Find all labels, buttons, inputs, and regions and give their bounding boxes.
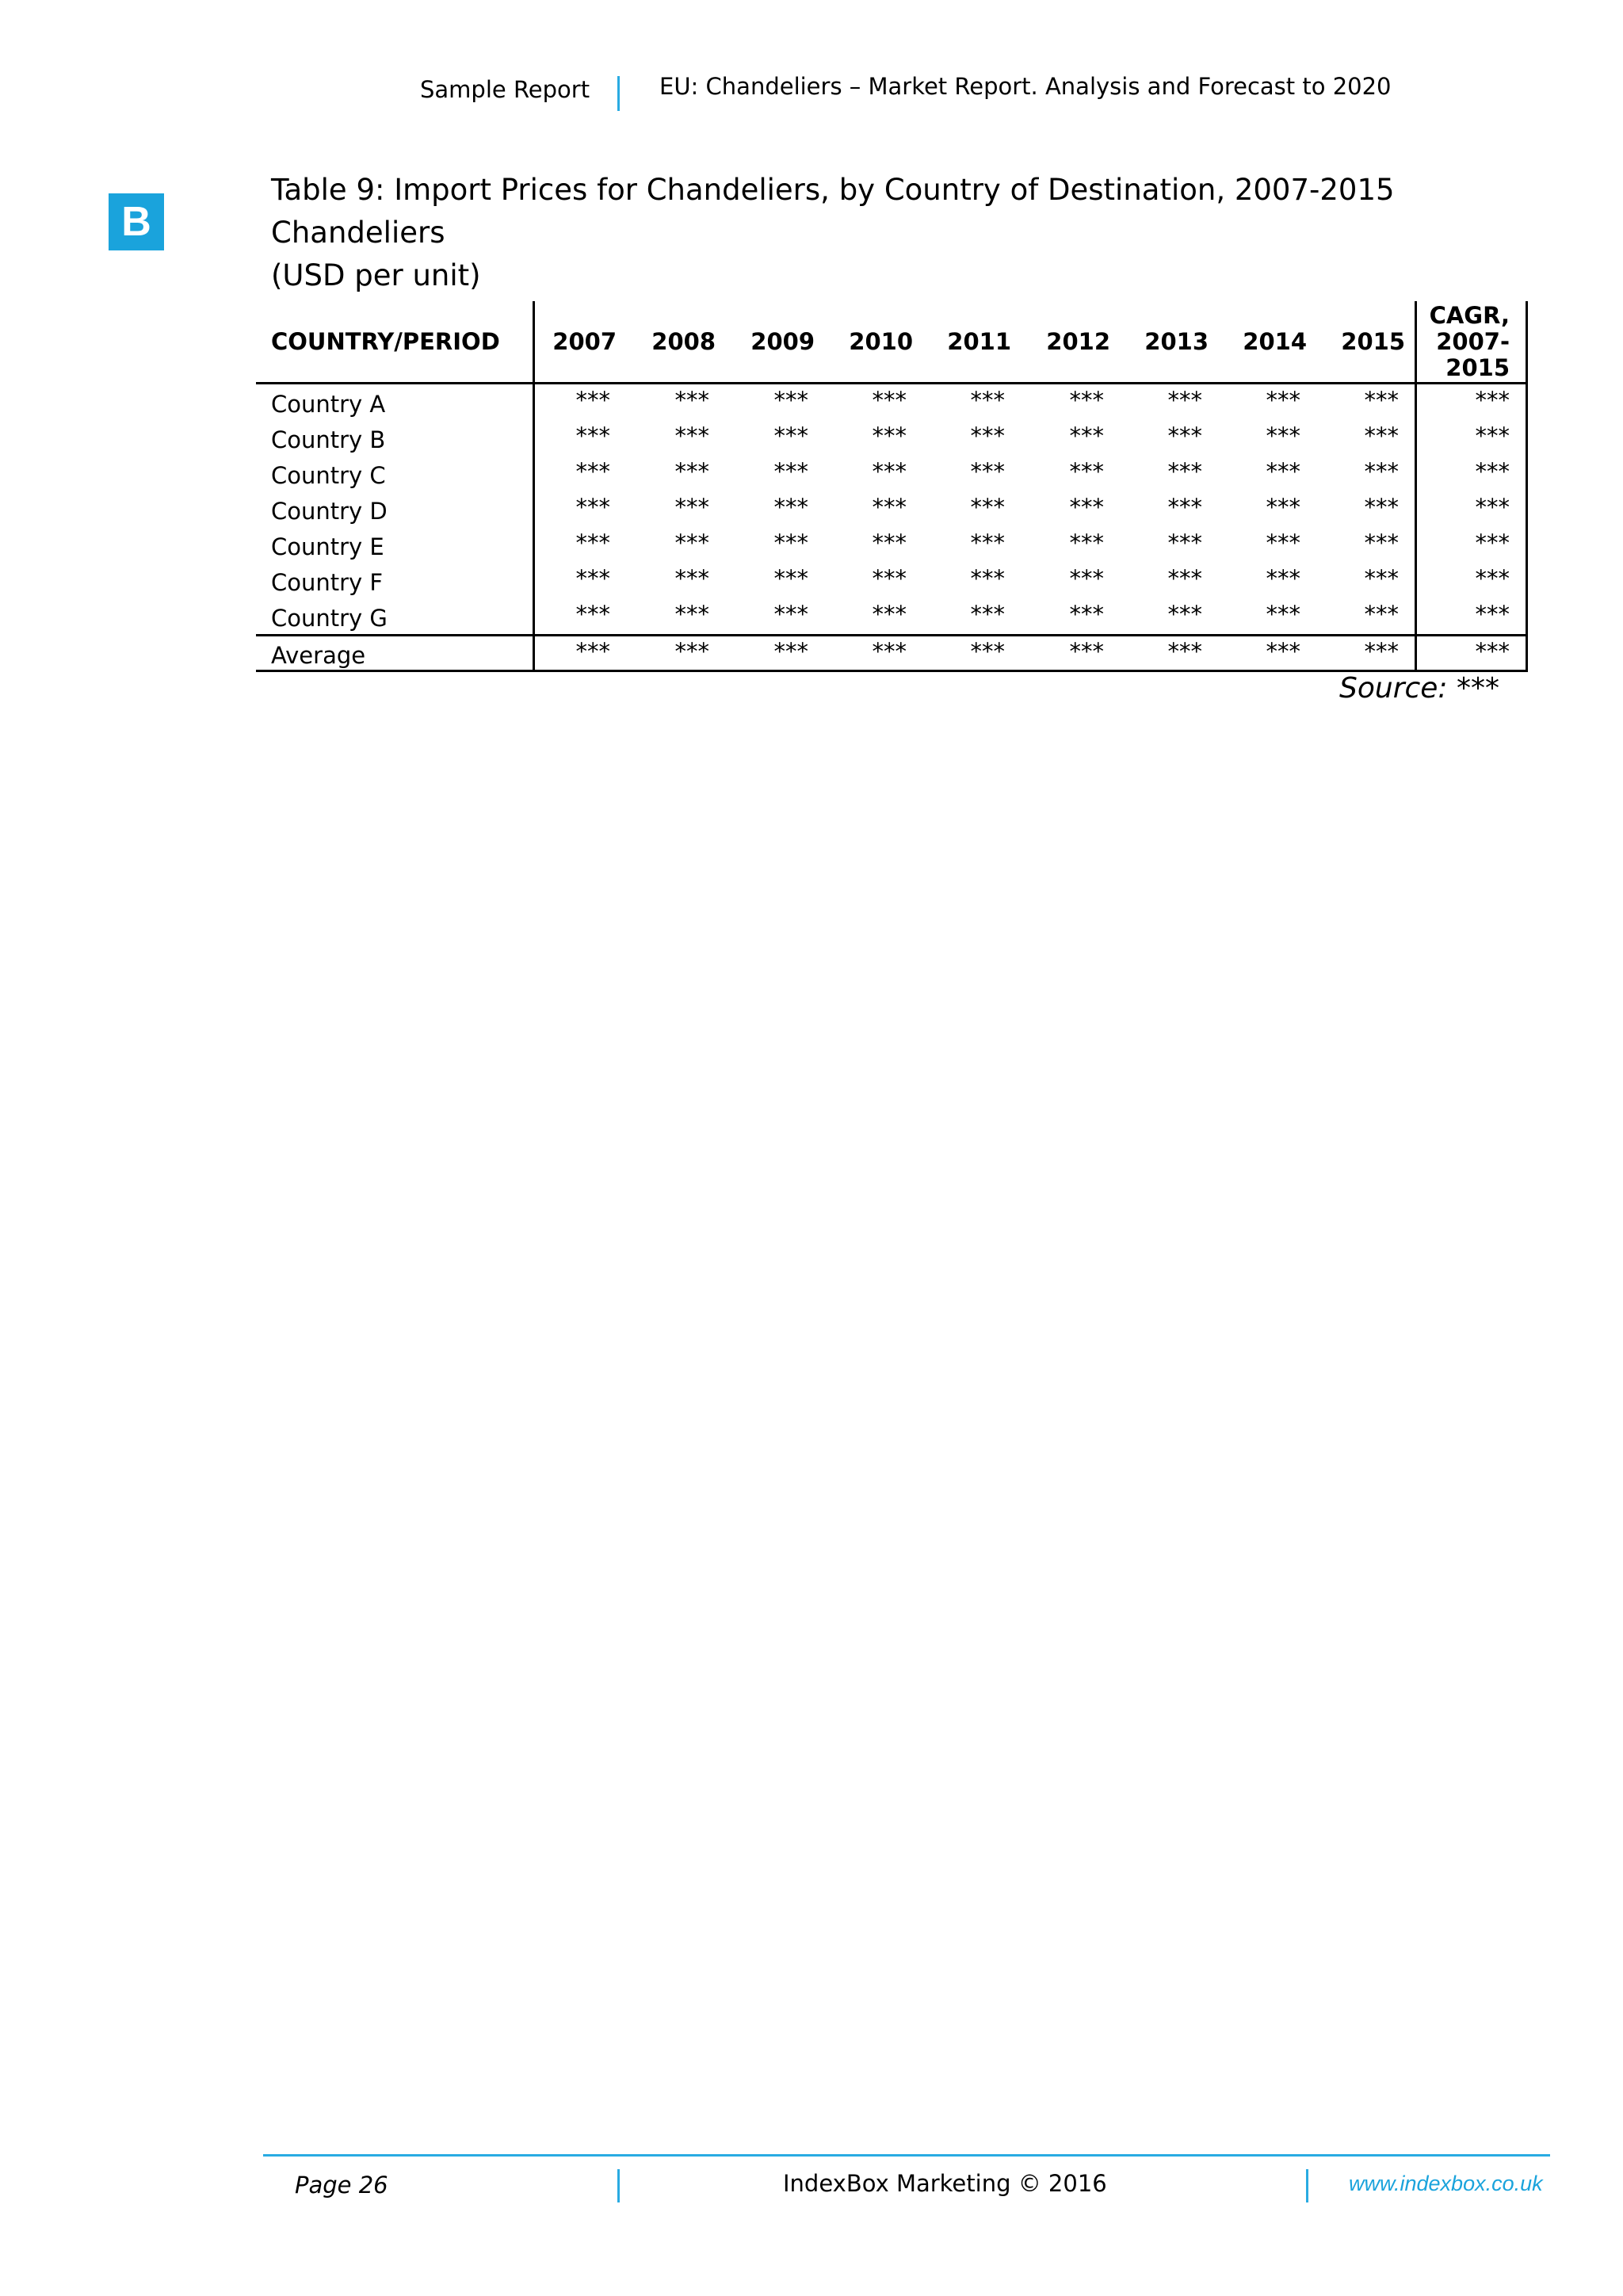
table-cell: ***	[1475, 422, 1510, 449]
table-cell: ***	[674, 458, 709, 485]
table-cell: ***	[575, 638, 610, 665]
row-label: Country E	[271, 533, 384, 560]
table-cell: ***	[1475, 638, 1510, 665]
table-cell: ***	[1069, 458, 1104, 485]
table-cell: ***	[1069, 494, 1104, 521]
table-subject: Chandeliers	[271, 216, 445, 250]
table-cell: ***	[773, 387, 808, 414]
average-top-rule	[256, 634, 1528, 636]
table-cell: ***	[872, 601, 907, 628]
table-cell: ***	[1364, 601, 1399, 628]
table-cell: ***	[1069, 387, 1104, 414]
row-label-average: Average	[271, 642, 366, 669]
table-cell: ***	[575, 565, 610, 592]
table-cell: ***	[575, 458, 610, 485]
table-cell: ***	[1266, 387, 1300, 414]
import-prices-table	[256, 301, 1528, 672]
column-header-year: 2008	[651, 328, 716, 355]
table-units: (USD per unit)	[271, 258, 481, 292]
table-cell: ***	[1069, 422, 1104, 449]
table-cell: ***	[1475, 494, 1510, 521]
table-cell: ***	[773, 422, 808, 449]
table-cell: ***	[1475, 601, 1510, 628]
table-cell: ***	[1167, 638, 1202, 665]
page-number: Page 26	[295, 2172, 388, 2199]
footer-website-link[interactable]: www.indexbox.co.uk	[1349, 2172, 1543, 2195]
table-cell: ***	[1266, 601, 1300, 628]
column-header-year: 2012	[1046, 328, 1110, 355]
table-cell: ***	[1167, 422, 1202, 449]
table-cell: ***	[1475, 565, 1510, 592]
table-cell: ***	[575, 529, 610, 556]
column-header-cagr: 2015	[1445, 354, 1510, 381]
table-cell: ***	[872, 422, 907, 449]
column-header-year: 2015	[1341, 328, 1405, 355]
column-header-cagr: 2007-	[1436, 328, 1510, 355]
row-label: Country D	[271, 498, 388, 525]
table-cell: ***	[872, 565, 907, 592]
table-cell: ***	[575, 422, 610, 449]
column-header-year: 2013	[1144, 328, 1209, 355]
table-cell: ***	[674, 387, 709, 414]
table-cell: ***	[1364, 494, 1399, 521]
table-cell: ***	[1266, 638, 1300, 665]
table-cell: ***	[872, 458, 907, 485]
table-cell: ***	[773, 565, 808, 592]
table-cell: ***	[773, 494, 808, 521]
column-header-year: 2007	[552, 328, 617, 355]
table-cell: ***	[1167, 458, 1202, 485]
footer-copyright: IndexBox Marketing © 2016	[783, 2170, 1107, 2197]
row-label: Country G	[271, 605, 388, 632]
table-cell: ***	[970, 565, 1005, 592]
footer-separator	[617, 2169, 620, 2202]
header-rule	[256, 382, 1528, 384]
row-label: Country A	[271, 391, 386, 418]
table-cell: ***	[1364, 529, 1399, 556]
table-cell: ***	[872, 638, 907, 665]
table-cell: ***	[773, 529, 808, 556]
table-cell: ***	[872, 494, 907, 521]
table-cell: ***	[970, 387, 1005, 414]
table-cell: ***	[872, 387, 907, 414]
table-cell: ***	[1069, 638, 1104, 665]
table-cell: ***	[773, 458, 808, 485]
column-header-year: 2010	[849, 328, 913, 355]
row-label: Country B	[271, 426, 386, 453]
table-right-border	[1526, 301, 1528, 672]
table-cell: ***	[1167, 387, 1202, 414]
table-bottom-rule	[256, 670, 1528, 672]
table-cell: ***	[1069, 601, 1104, 628]
table-cell: ***	[674, 638, 709, 665]
table-cell: ***	[1266, 494, 1300, 521]
table-cell: ***	[970, 601, 1005, 628]
table-cell: ***	[1266, 529, 1300, 556]
column-header-year: 2009	[750, 328, 815, 355]
table-cell: ***	[1364, 387, 1399, 414]
header-report-title: EU: Chandeliers – Market Report. Analysis and Forecast to 2020	[659, 73, 1392, 100]
column-header-year: 2011	[947, 328, 1011, 355]
table-cell: ***	[970, 458, 1005, 485]
column-header-cagr: CAGR,	[1429, 302, 1510, 329]
column-header-year: 2014	[1243, 328, 1307, 355]
table-cell: ***	[970, 638, 1005, 665]
table-cell: ***	[1364, 565, 1399, 592]
table-source: Source: ***	[1339, 672, 1500, 705]
table-cell: ***	[1364, 422, 1399, 449]
row-label: Country C	[271, 462, 386, 489]
table-cell: ***	[1167, 601, 1202, 628]
column-header-country-period: COUNTRY/PERIOD	[271, 328, 500, 355]
footer-separator	[1306, 2169, 1308, 2202]
header-report-type: Sample Report	[420, 76, 590, 103]
table-cell: ***	[674, 494, 709, 521]
footer-rule	[263, 2154, 1550, 2157]
row-label: Country F	[271, 569, 384, 596]
table-cell: ***	[674, 565, 709, 592]
table-cell: ***	[1167, 529, 1202, 556]
table-cell: ***	[1167, 565, 1202, 592]
brand-logo-icon: B	[109, 193, 164, 250]
table-cell: ***	[575, 494, 610, 521]
table-cell: ***	[1069, 529, 1104, 556]
table-cell: ***	[773, 601, 808, 628]
table-cell: ***	[1364, 638, 1399, 665]
table-cell: ***	[674, 529, 709, 556]
table-cell: ***	[1167, 494, 1202, 521]
table-cell: ***	[575, 601, 610, 628]
table-cell: ***	[1364, 458, 1399, 485]
table-cell: ***	[872, 529, 907, 556]
table-cell: ***	[575, 387, 610, 414]
table-cell: ***	[674, 422, 709, 449]
table-cell: ***	[1069, 565, 1104, 592]
table-cell: ***	[773, 638, 808, 665]
table-cell: ***	[970, 529, 1005, 556]
table-cell: ***	[1475, 387, 1510, 414]
table-cell: ***	[970, 422, 1005, 449]
table-cell: ***	[970, 494, 1005, 521]
table-cell: ***	[1266, 458, 1300, 485]
table-cell: ***	[1266, 565, 1300, 592]
table-cell: ***	[1475, 529, 1510, 556]
header-separator	[617, 76, 620, 111]
table-cell: ***	[1266, 422, 1300, 449]
table-caption: Table 9: Import Prices for Chandeliers, by Country of Destination, 2007-2015	[271, 173, 1395, 207]
table-cell: ***	[674, 601, 709, 628]
table-cell: ***	[1475, 458, 1510, 485]
